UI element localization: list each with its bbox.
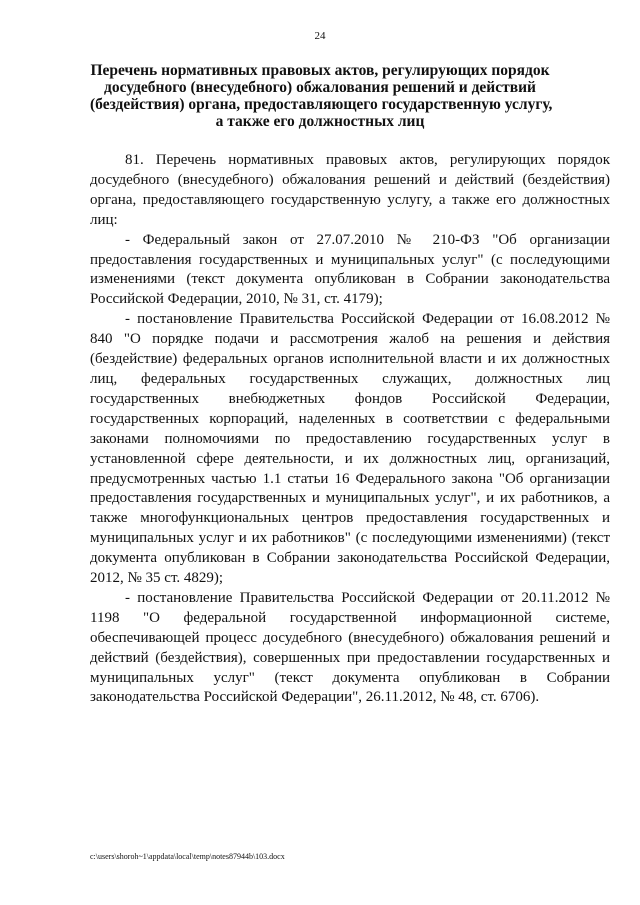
page-number: 24: [314, 30, 326, 42]
section-heading: [90, 62, 553, 130]
heading-line: (бездействия) органа, предоставляющего государственную услугу,: [90, 96, 553, 113]
heading-line: досудебного (внесудебного) обжалования решений и действий: [104, 79, 536, 96]
heading-line: а также его должностных лиц: [215, 113, 425, 130]
paragraph-resolution-1198: - постановление Правительства Российской Федерации от 20.11.2012 № 1198 "О федеральной государственной информационной системе, обеспечивающей процесс досудебного (внесудебного) обжалования решений и действий (бездействия), совершенных при предоставлении государственных и муниципальных услуг" (текст документа опубликован в Собрании законодательства Российской Федерации", 26.11.2012, № 48, ст. 6706).: [90, 589, 610, 706]
document-body: [90, 151, 610, 708]
paragraph-federal-law-210: - Федеральный закон от 27.07.2010 № 210-ФЗ "Об организации предоставления государственных и муниципальных услуг" (с последующими изменениями (текст документа опубликован в Собрании законодательства Российской Федерации, 2010, № 31, ст. 4179);: [90, 231, 610, 308]
heading-line: Перечень нормативных правовых актов, регулирующих порядок: [90, 62, 550, 79]
footer-file-path: c:\users\shoroh~1\appdata\local\temp\notes87944b\103.docx: [90, 852, 285, 861]
paragraph-resolution-840: - постановление Правительства Российской Федерации от 16.08.2012 № 840 "О порядке подачи и рассмотрения жалоб на решения и действия (бездействие) федеральных органов исполнительной власти и их должностных лиц, федеральных государственных служащих, должностных лиц государственных внебюджетных фондов Российской Федерации, государственных корпораций, наделенных в соответствии с федеральными законами полномочиями по предоставлению государственных услуг в установленной сфере деятельности, и их должностных лиц, организаций, предусмотренных частью 1.1 статьи 16 Федерального закона "Об организации предоставления государственных и муниципальных услуг", и их работников, а также многофункциональных центров предоставления государственных и муниципальных услуг и их работников" (с последующими изменениями) (текст документа опубликован в Собрании законодательства Российской Федерации, 2012, № 35 ст. 4829);: [90, 311, 610, 587]
paragraph-intro: 81. Перечень нормативных правовых актов, регулирующих порядок досудебного (внесудебного) обжалования решений и действий (бездействия) органа, предоставляющего государственную услугу, а также его должностных лиц:: [90, 152, 610, 228]
